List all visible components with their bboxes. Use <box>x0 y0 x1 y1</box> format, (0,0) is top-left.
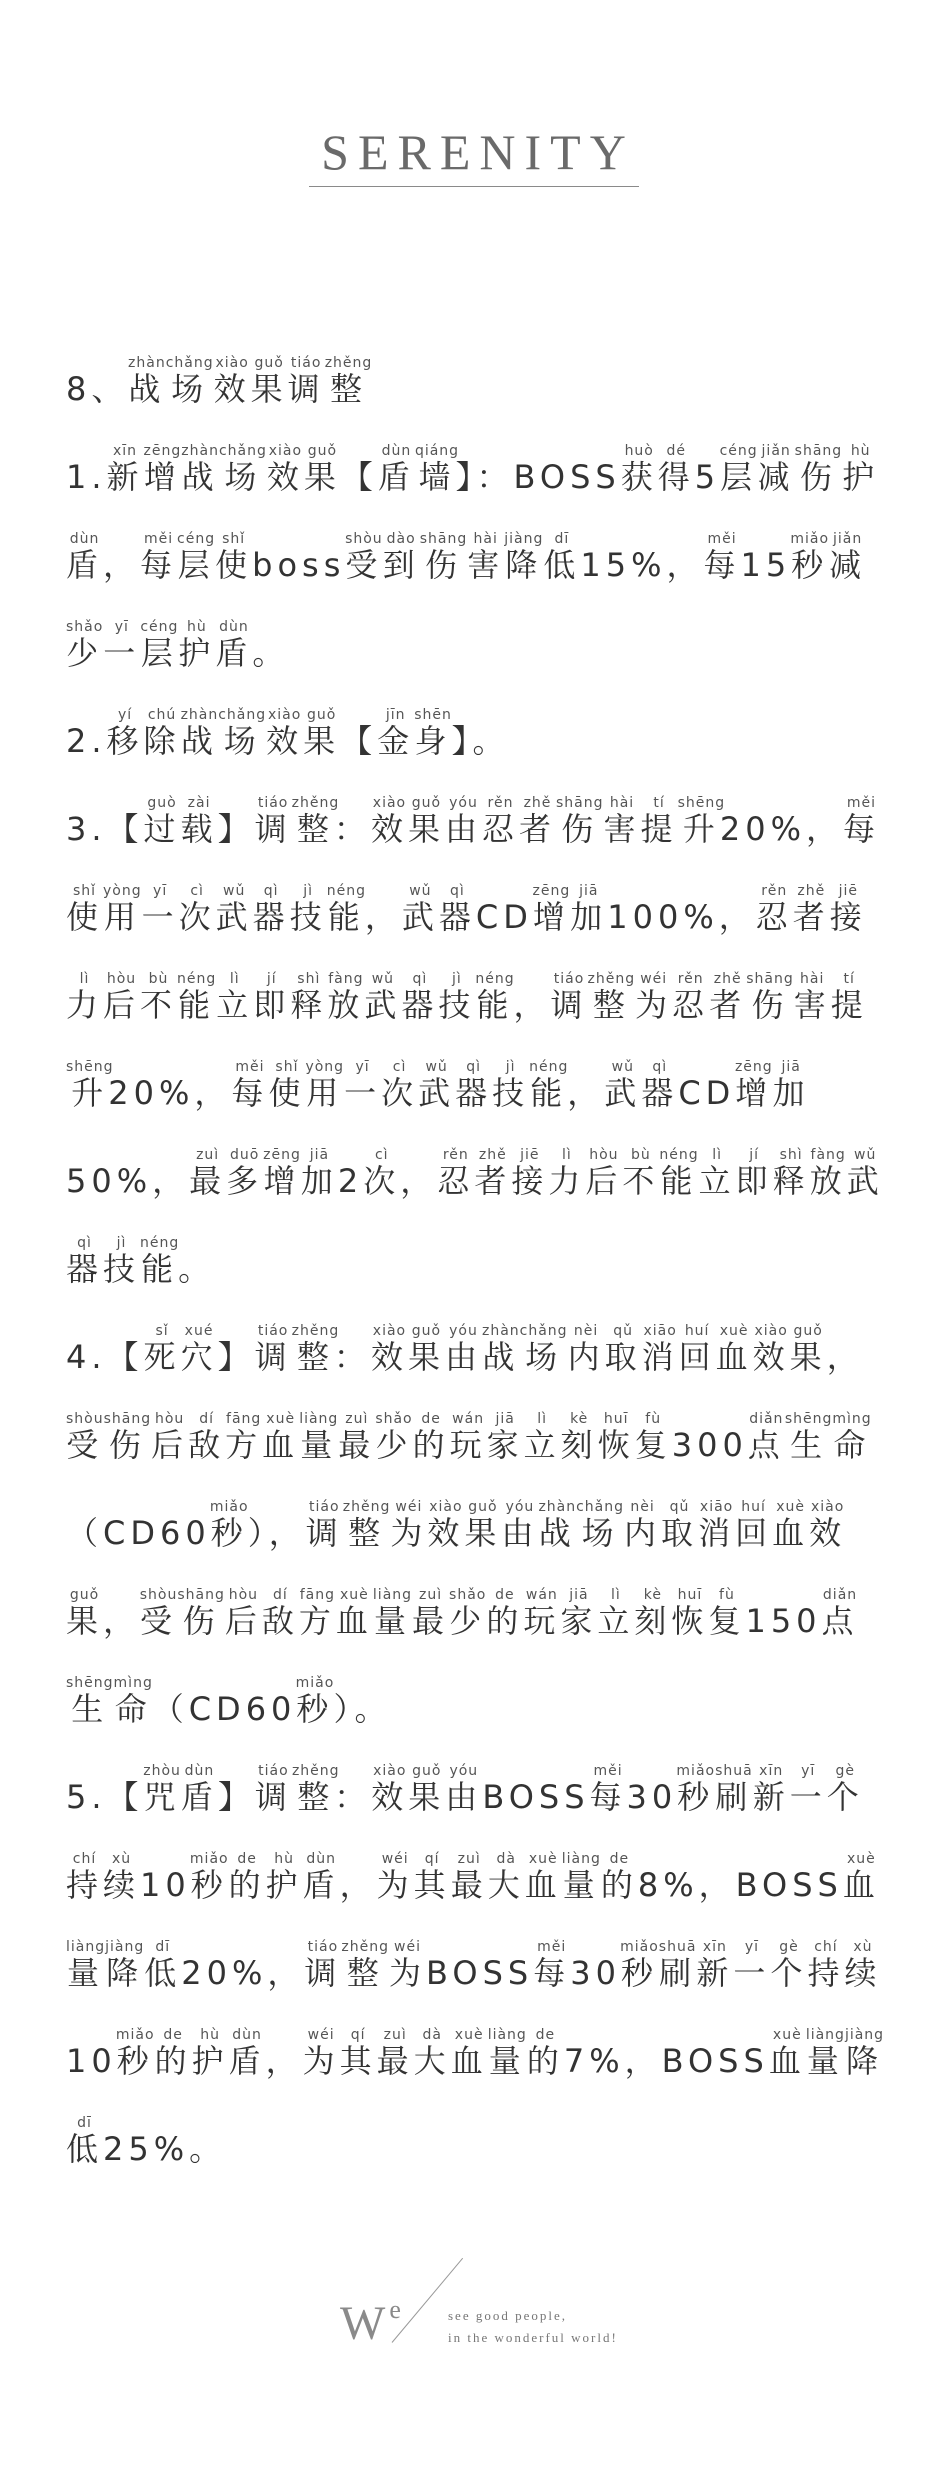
footer-tagline-2: in the wonderful world! <box>448 2330 618 2345</box>
paragraph-item-3: 3.【过guò载zài】调tiáo整zhěng：效xiào果guǒ由yóu忍rěn者zhě伤shāng害hài提tí升shēng20%，每měi使shǐ用yòng一yī次cì武wǔ器qì技jì能néng，武wǔ器qìCD增zēng加jiā100%，忍rěn者zhě接jiē力lì后hòu不bù能néng立lì即jí释shì放fàng武wǔ器qì技jì能néng，调tiáo整zhěng为wéi忍rěn者zhě伤shāng害hài提tí升shēng20%，每měi使shǐ用yòng一yī次cì武wǔ器qì技jì能néng，武wǔ器qìCD增zēng加jiā50%，最zuì多duō增zēng加jiā2次cì，忍rěn者zhě接jiē力lì后hòu不bù能néng立lì即jí释shì放fàng武wǔ器qì技jì能néng。 <box>66 795 884 1288</box>
footer-logo <box>330 2290 650 2380</box>
page-header <box>0 125 948 187</box>
article-body <box>66 345 896 2193</box>
footer-tagline-1: see good people, <box>448 2308 568 2323</box>
section-heading: 8、战zhàn场chǎng效xiào果guǒ调tiáo整zhěng <box>66 355 373 408</box>
we-logo: W $^e$ <box>340 2295 401 2350</box>
paragraph-item-2: 2.移yí除chú战zhàn场chǎng效xiào果guǒ【金jīn身shēn】。 <box>66 707 510 760</box>
paragraph-item-1: 1.新xīn增zēng战zhàn场chǎng效xiào果guǒ【盾dùn墙qiáng】：BOSS获huò得dé5层céng减jiǎn伤shāng护hù盾dùn，每měi层céng使shǐboss受shòu到dào伤shāng害hài降jiàng低dī15%，每měi15秒miǎo减jiǎn少shǎo一yī层céng护hù盾dùn。 <box>66 443 880 672</box>
paragraph-item-4: 4.【死sǐ穴xué】调tiáo整zhěng：效xiào果guǒ由yóu战zhàn场chǎng内nèi取qǔ消xiāo回huí血xuè效xiào果guǒ，受shòu伤shāng后hòu敌dí方fāng血xuè量liàng最zuì少shǎo的de玩wán家jiā立lì刻kè恢huī复fù300点diǎn生shēng命mìng（CD60秒miǎo），调tiáo整zhěng为wéi效xiào果guǒ由yóu战zhàn场chǎng内nèi取qǔ消xiāo回huí血xuè效xiào果guǒ，受shòu伤shāng后hòu敌dí方fāng血xuè量liàng最zuì少shǎo的de玩wán家jiā立lì刻kè恢huī复fù150点diǎn生shēng命mìng（CD60秒miǎo）。 <box>66 1323 872 1728</box>
paragraph-item-5: 5.【咒zhòu盾dùn】调tiáo整zhěng：效xiào果guǒ由yóuBOSS每měi30秒miǎo刷shuā新xīn一yī个gè持chí续xù10秒miǎo的de护hù盾dùn，为wéi其qí最zuì大dà血xuè量liàng的de8%，BOSS血xuè量liàng降jiàng低dī20%，调tiáo整zhěng为wéiBOSS每měi30秒miǎo刷shuā新xīn一yī个gè持chí续xù10秒miǎo的de护hù盾dùn，为wéi其qí最zuì大dà血xuè量liàng的de7%，BOSS血xuè量liàng降jiàng低dī25%。 <box>66 1763 885 2168</box>
page-title: SERENITY <box>309 125 639 187</box>
